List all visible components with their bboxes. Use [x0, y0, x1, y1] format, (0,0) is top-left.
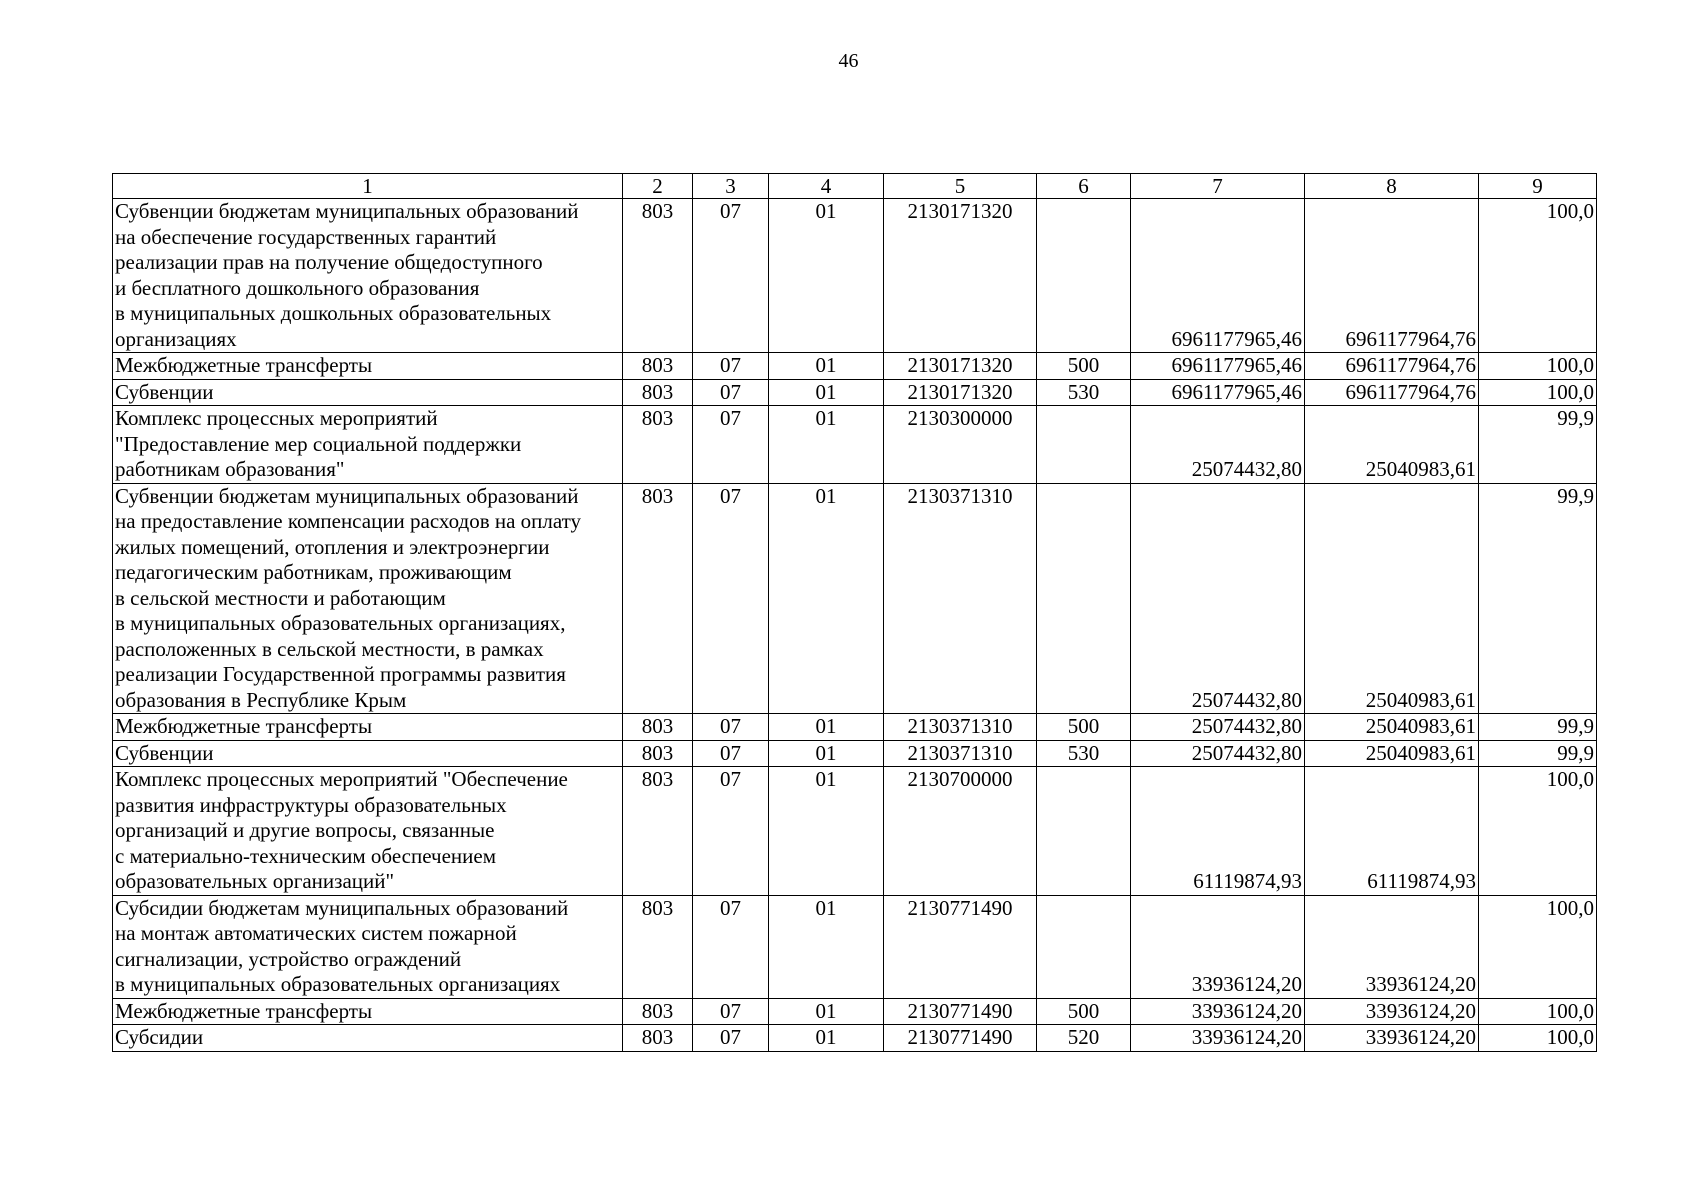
header-cell-4: 4	[769, 174, 884, 199]
row-target-article-cell: 2130371310	[884, 740, 1037, 767]
row-admin-code-cell: 803	[623, 353, 693, 380]
row-target-article-cell: 2130371310	[884, 714, 1037, 741]
row-section-cell: 07	[693, 998, 769, 1025]
row-executed-amount-cell: 61119874,93	[1305, 767, 1479, 896]
row-expense-type-cell	[1037, 483, 1131, 714]
row-planned-amount-cell: 33936124,20	[1131, 1025, 1305, 1052]
row-subsection-cell: 01	[769, 199, 884, 353]
row-target-article-cell: 2130771490	[884, 895, 1037, 998]
row-percent-cell: 99,9	[1479, 714, 1597, 741]
row-admin-code-cell: 803	[623, 199, 693, 353]
budget-table	[112, 173, 1597, 1052]
row-subsection-cell: 01	[769, 483, 884, 714]
header-cell-2: 2	[623, 174, 693, 199]
row-subsection-cell: 01	[769, 714, 884, 741]
row-executed-amount-cell: 6961177964,76	[1305, 199, 1479, 353]
row-planned-amount-cell: 33936124,20	[1131, 998, 1305, 1025]
row-percent-cell: 100,0	[1479, 998, 1597, 1025]
row-subsection-cell: 01	[769, 895, 884, 998]
row-planned-amount-cell: 25074432,80	[1131, 740, 1305, 767]
row-subsection-cell: 01	[769, 406, 884, 484]
table-row	[113, 1025, 1597, 1052]
row-executed-amount-cell: 6961177964,76	[1305, 379, 1479, 406]
row-section-cell: 07	[693, 1025, 769, 1052]
row-admin-code-cell: 803	[623, 740, 693, 767]
row-expense-type-cell	[1037, 406, 1131, 484]
row-planned-amount-cell: 61119874,93	[1131, 767, 1305, 896]
row-section-cell: 07	[693, 379, 769, 406]
table-row	[113, 998, 1597, 1025]
row-expense-type-cell: 500	[1037, 714, 1131, 741]
row-executed-amount-cell: 33936124,20	[1305, 895, 1479, 998]
page-number: 46	[838, 50, 859, 72]
table-row	[113, 483, 1597, 714]
row-name-cell: Субвенции бюджетам муниципальных образований на предоставление компенсации расходов на оплату жилых помещений, отопления и электроэнергии педагогическим работникам, проживающим в сельской местности и работающим в муниципальных образовательных организациях, расположенных в сельской местности, в рамках реализации Государственной программы развития образования в Республике Крым	[113, 483, 623, 714]
row-section-cell: 07	[693, 895, 769, 998]
row-subsection-cell: 01	[769, 379, 884, 406]
row-expense-type-cell	[1037, 895, 1131, 998]
row-subsection-cell: 01	[769, 353, 884, 380]
row-name-cell: Межбюджетные трансферты	[113, 714, 623, 741]
row-subsection-cell: 01	[769, 740, 884, 767]
row-planned-amount-cell: 6961177965,46	[1131, 379, 1305, 406]
row-executed-amount-cell: 25040983,61	[1305, 406, 1479, 484]
row-admin-code-cell: 803	[623, 895, 693, 998]
row-subsection-cell: 01	[769, 998, 884, 1025]
row-expense-type-cell: 500	[1037, 998, 1131, 1025]
row-target-article-cell: 2130300000	[884, 406, 1037, 484]
row-section-cell: 07	[693, 714, 769, 741]
row-executed-amount-cell: 33936124,20	[1305, 998, 1479, 1025]
row-name-cell: Субсидии бюджетам муниципальных образований на монтаж автоматических систем пожарной сигнализации, устройство ограждений в муниципальных образовательных организациях	[113, 895, 623, 998]
table-body	[113, 174, 1597, 1052]
table-row	[113, 740, 1597, 767]
header-cell-1: 1	[113, 174, 623, 199]
row-section-cell: 07	[693, 406, 769, 484]
row-expense-type-cell	[1037, 767, 1131, 896]
header-cell-6: 6	[1037, 174, 1131, 199]
row-percent-cell: 99,9	[1479, 406, 1597, 484]
header-cell-7: 7	[1131, 174, 1305, 199]
row-percent-cell: 100,0	[1479, 895, 1597, 998]
row-name-cell: Комплекс процессных мероприятий "Обеспечение развития инфраструктуры образовательных организаций и другие вопросы, связанные с материально-техническим обеспечением образовательных организаций"	[113, 767, 623, 896]
row-expense-type-cell: 520	[1037, 1025, 1131, 1052]
table-row	[113, 199, 1597, 353]
row-expense-type-cell: 500	[1037, 353, 1131, 380]
table-row	[113, 895, 1597, 998]
row-section-cell: 07	[693, 483, 769, 714]
row-name-cell: Межбюджетные трансферты	[113, 353, 623, 380]
row-planned-amount-cell: 25074432,80	[1131, 483, 1305, 714]
row-expense-type-cell: 530	[1037, 379, 1131, 406]
row-target-article-cell: 2130771490	[884, 998, 1037, 1025]
row-target-article-cell: 2130171320	[884, 379, 1037, 406]
row-name-cell: Комплекс процессных мероприятий "Предоставление мер социальной поддержки работникам образования"	[113, 406, 623, 484]
row-percent-cell: 99,9	[1479, 483, 1597, 714]
row-target-article-cell: 2130171320	[884, 199, 1037, 353]
table-row	[113, 406, 1597, 484]
row-percent-cell: 100,0	[1479, 199, 1597, 353]
row-subsection-cell: 01	[769, 1025, 884, 1052]
row-admin-code-cell: 803	[623, 1025, 693, 1052]
table-row	[113, 767, 1597, 896]
row-section-cell: 07	[693, 353, 769, 380]
row-section-cell: 07	[693, 767, 769, 896]
table-row	[113, 379, 1597, 406]
row-planned-amount-cell: 6961177965,46	[1131, 199, 1305, 353]
table-row	[113, 353, 1597, 380]
row-admin-code-cell: 803	[623, 767, 693, 896]
row-planned-amount-cell: 25074432,80	[1131, 406, 1305, 484]
table-row	[113, 714, 1597, 741]
row-percent-cell: 100,0	[1479, 379, 1597, 406]
row-admin-code-cell: 803	[623, 714, 693, 741]
row-expense-type-cell	[1037, 199, 1131, 353]
row-admin-code-cell: 803	[623, 406, 693, 484]
row-expense-type-cell: 530	[1037, 740, 1131, 767]
header-cell-3: 3	[693, 174, 769, 199]
row-percent-cell: 100,0	[1479, 353, 1597, 380]
row-executed-amount-cell: 25040983,61	[1305, 740, 1479, 767]
row-name-cell: Межбюджетные трансферты	[113, 998, 623, 1025]
row-percent-cell: 100,0	[1479, 767, 1597, 896]
row-name-cell: Субвенции бюджетам муниципальных образований на обеспечение государственных гарантий реализации прав на получение общедоступного и бесплатного дошкольного образования в муниципальных дошкольных образовательных организациях	[113, 199, 623, 353]
header-row	[113, 174, 1597, 199]
row-target-article-cell: 2130771490	[884, 1025, 1037, 1052]
row-subsection-cell: 01	[769, 767, 884, 896]
header-cell-8: 8	[1305, 174, 1479, 199]
row-target-article-cell: 2130700000	[884, 767, 1037, 896]
row-admin-code-cell: 803	[623, 998, 693, 1025]
row-target-article-cell: 2130171320	[884, 353, 1037, 380]
row-admin-code-cell: 803	[623, 379, 693, 406]
row-executed-amount-cell: 25040983,61	[1305, 483, 1479, 714]
row-target-article-cell: 2130371310	[884, 483, 1037, 714]
row-name-cell: Субвенции	[113, 740, 623, 767]
header-cell-5: 5	[884, 174, 1037, 199]
row-executed-amount-cell: 33936124,20	[1305, 1025, 1479, 1052]
row-section-cell: 07	[693, 199, 769, 353]
row-planned-amount-cell: 25074432,80	[1131, 714, 1305, 741]
row-percent-cell: 100,0	[1479, 1025, 1597, 1052]
row-percent-cell: 99,9	[1479, 740, 1597, 767]
row-section-cell: 07	[693, 740, 769, 767]
row-name-cell: Субвенции	[113, 379, 623, 406]
row-planned-amount-cell: 6961177965,46	[1131, 353, 1305, 380]
row-planned-amount-cell: 33936124,20	[1131, 895, 1305, 998]
row-admin-code-cell: 803	[623, 483, 693, 714]
row-name-cell: Субсидии	[113, 1025, 623, 1052]
row-executed-amount-cell: 6961177964,76	[1305, 353, 1479, 380]
row-executed-amount-cell: 25040983,61	[1305, 714, 1479, 741]
header-cell-9: 9	[1479, 174, 1597, 199]
